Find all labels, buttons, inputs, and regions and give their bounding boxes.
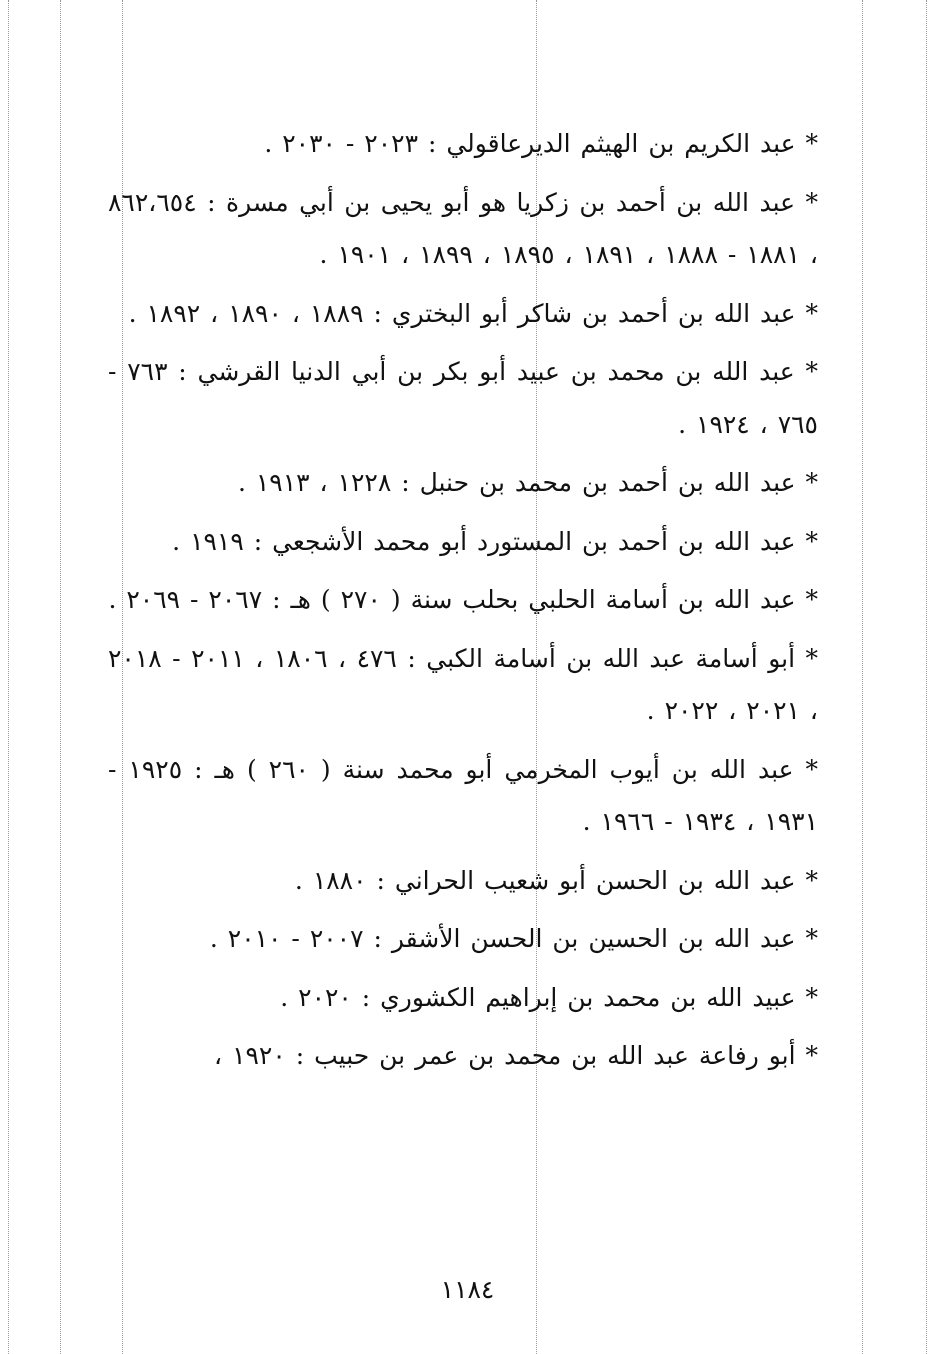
index-entry: * عبد الكريم بن الهيثم الديرعاقولي : ٢٠٢٣ - ٢٠٣٠ . <box>264 129 818 158</box>
index-entry: * عبد الله بن أحمد بن محمد بن حنبل : ١٢٢٨ ، ١٩١٣ . <box>237 468 818 497</box>
index-entry: * عبد الله بن أحمد بن زكريا هو أبو يحيى بن أبي مسرة : ٨٦٢،٦٥٤ ، ١٨٨١ - ١٨٨٨ ، ١٨٩١ ، ١٨٩٥ ، ١٨٩٩ ، ١٩٠١ . <box>108 187 818 269</box>
index-entry: * عبد الله بن أسامة الحلبي بحلب سنة ( ٢٧٠ ) هـ : ٢٠٦٧ - ٢٠٦٩ . <box>108 585 818 614</box>
index-entry: * عبد الله بن أحمد بن شاكر أبو البختري : ١٨٨٩ ، ١٨٩٠ ، ١٨٩٢ . <box>128 298 818 328</box>
page-number: ١١٨٤ <box>440 1275 495 1304</box>
index-entry: * عبد الله بن الحسين بن الحسن الأشقر : ٢٠٠٧ - ٢٠١٠ . <box>209 924 818 953</box>
scan-line <box>60 0 61 1354</box>
scan-line <box>926 0 927 1354</box>
index-entry: * عبد الله بن محمد بن عبيد أبو بكر بن أبي الدنيا القرشي : ٧٦٣ - ٧٦٥ ، ١٩٢٤ . <box>108 357 818 439</box>
index-entry: * عبد الله بن الحسن أبو شعيب الحراني : ١٨٨٠ . <box>294 865 818 895</box>
index-entry: * أبو أسامة عبد الله بن أسامة الكبي : ٤٧٦ ، ١٨٠٦ ، ٢٠١١ - ٢٠١٨ ، ٢٠٢١ ، ٢٠٢٢ . <box>108 643 819 725</box>
index-page-body <box>108 118 818 1089</box>
index-entry: * عبد الله بن أيوب المخرمي أبو محمد سنة ( ٢٦٠ ) هـ : ١٩٢٥ - ١٩٣١ ، ١٩٣٤ - ١٩٦٦ . <box>108 754 818 836</box>
index-entry: * عبيد الله بن محمد بن إبراهيم الكشوري : ٢٠٢٠ . <box>280 982 818 1012</box>
scan-line <box>862 0 863 1354</box>
index-entry: * أبو رفاعة عبد الله بن محمد بن عمر بن حبيب : ١٩٢٠ ، <box>214 1041 818 1070</box>
scan-line <box>8 0 9 1354</box>
index-entry: * عبد الله بن أحمد بن المستورد أبو محمد الأشجعي : ١٩١٩ . <box>172 526 818 556</box>
